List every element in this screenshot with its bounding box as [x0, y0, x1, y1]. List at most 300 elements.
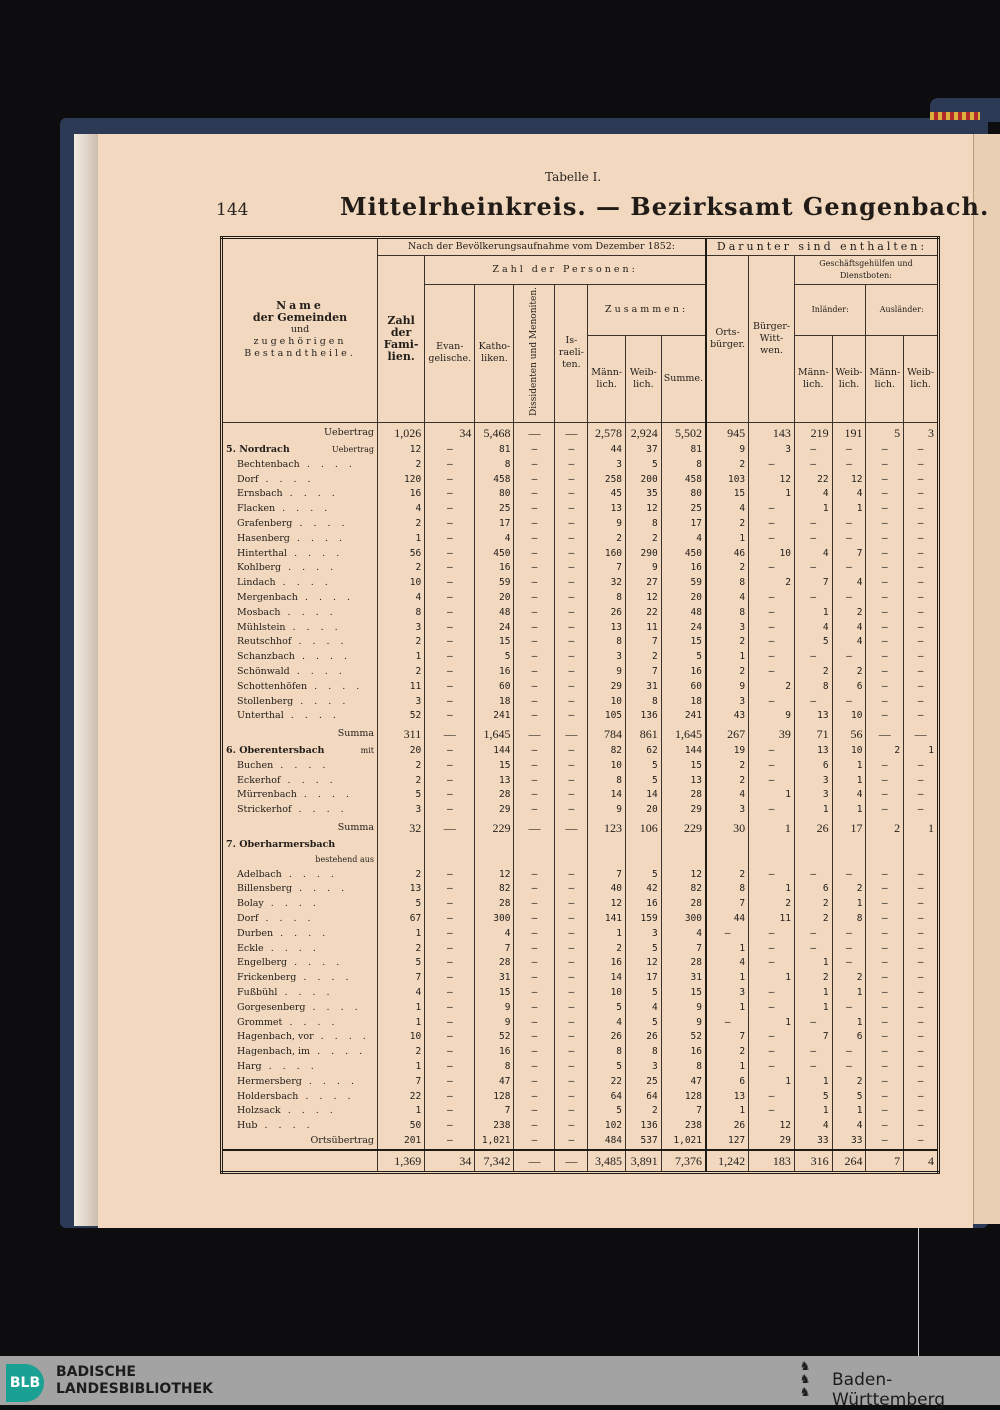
table-row [222, 1119, 939, 1134]
cell [832, 838, 866, 868]
cell: — [866, 650, 904, 665]
cell: 1 [706, 650, 749, 665]
state-name: Baden-Württemberg [832, 1370, 946, 1410]
table-row [222, 912, 939, 927]
cell: — [555, 927, 588, 942]
cell: — [904, 1016, 939, 1031]
cell: — [514, 927, 555, 942]
buergerwittwen-header: Bürger-Witt-wen. [749, 256, 795, 423]
cell: 9 [588, 803, 626, 818]
cell: 17 [475, 517, 514, 532]
table-row [222, 576, 939, 591]
cell: — [794, 695, 832, 710]
cell: 7 [661, 1104, 706, 1119]
table-row [222, 1016, 939, 1031]
cell: — [832, 927, 866, 942]
cell: 15 [706, 487, 749, 502]
cell: — [904, 897, 939, 912]
cell: — [749, 1001, 795, 1016]
table-row [222, 532, 939, 547]
cell: — [425, 1030, 475, 1045]
cell: — [425, 1001, 475, 1016]
cell: 128 [661, 1090, 706, 1105]
cell: 17 [832, 818, 866, 838]
israeliten-header: Is-raeli-ten. [555, 285, 588, 423]
cell: — [706, 1016, 749, 1031]
table-row [222, 774, 939, 789]
cell: — [425, 561, 475, 576]
cell: — [866, 1090, 904, 1105]
cell: 120 [378, 473, 425, 488]
cell: — [794, 561, 832, 576]
row-name: Dorf . . . . [222, 912, 378, 927]
cell: 56 [378, 547, 425, 562]
cell: 14 [626, 788, 662, 803]
cell: 6 [794, 759, 832, 774]
leader-dots: . . . . [289, 532, 347, 544]
row-name: Frickenberg . . . . [222, 971, 378, 986]
summe-header: Summe. [661, 335, 706, 422]
leader-dots: . . . . [273, 759, 330, 771]
population-table [220, 236, 940, 1174]
cell: 7 [626, 665, 662, 680]
cell: — [832, 942, 866, 957]
cell: 6 [706, 1075, 749, 1090]
cell: 43 [706, 709, 749, 724]
cell: 5 [794, 635, 832, 650]
cell: — [794, 591, 832, 606]
cell: 10 [378, 576, 425, 591]
table-row [222, 868, 939, 883]
row-name: Holzsack . . . . [222, 1104, 378, 1119]
cell: — [555, 788, 588, 803]
cell: — [514, 547, 555, 562]
cell: — [514, 517, 555, 532]
cell: 1 [749, 487, 795, 502]
cell: 15 [475, 759, 514, 774]
cell: 1 [794, 986, 832, 1001]
cell: — [904, 971, 939, 986]
row-name: Adelbach . . . . [222, 868, 378, 883]
cell: 2,578 [588, 422, 626, 443]
cell: — [866, 576, 904, 591]
table-row [222, 838, 939, 868]
table-row [222, 927, 939, 942]
leader-dots: . . . . [310, 1046, 367, 1058]
cell: 2 [626, 532, 662, 547]
cell: 47 [661, 1075, 706, 1090]
cell: 64 [626, 1090, 662, 1105]
cell: — [749, 868, 795, 883]
cell: — [904, 882, 939, 897]
cell: 5 [626, 774, 662, 789]
cell: 2 [832, 1075, 866, 1090]
cell: — [749, 942, 795, 957]
cell: — [904, 650, 939, 665]
cell: 1,645 [475, 724, 514, 744]
cell: 17 [661, 517, 706, 532]
cell: 12 [661, 868, 706, 883]
cell: — [514, 882, 555, 897]
table-row [222, 695, 939, 710]
cell: — [514, 621, 555, 636]
cell: 56 [832, 724, 866, 744]
cell: — [425, 473, 475, 488]
leader-dots: . . . . [305, 1001, 362, 1013]
cell: — [425, 1090, 475, 1105]
row-name: Grommet . . . . [222, 1016, 378, 1031]
cell: — [904, 1045, 939, 1060]
cell: — [749, 591, 795, 606]
cell: 1 [588, 927, 626, 942]
cell: — [514, 680, 555, 695]
cell: — [904, 576, 939, 591]
cell: — [904, 788, 939, 803]
cell: — [866, 1060, 904, 1075]
cell [626, 838, 662, 868]
cell: 42 [626, 882, 662, 897]
cell: 25 [475, 502, 514, 517]
cell: 5 [378, 897, 425, 912]
cell: — [555, 606, 588, 621]
cell: 2 [706, 868, 749, 883]
cell: — [514, 986, 555, 1001]
table-row [222, 517, 939, 532]
leader-dots: . . . . [281, 562, 338, 574]
leader-dots: . . . . [292, 517, 349, 529]
cell: — [866, 665, 904, 680]
cell: 1 [378, 1001, 425, 1016]
cell: 258 [588, 473, 626, 488]
cell: 1 [706, 1060, 749, 1075]
cell: — [832, 1001, 866, 1016]
cell [904, 838, 939, 868]
cell: 2 [832, 971, 866, 986]
cell: — [749, 927, 795, 942]
cell: 3 [588, 650, 626, 665]
cell: 2 [866, 818, 904, 838]
cell: 7 [706, 897, 749, 912]
cell: 458 [661, 473, 706, 488]
cell: 183 [749, 1150, 795, 1173]
cell: — [749, 1060, 795, 1075]
cell: 28 [475, 788, 514, 803]
cell: 32 [378, 818, 425, 838]
cell: 784 [588, 724, 626, 744]
cell: — [904, 1001, 939, 1016]
cell: — [514, 561, 555, 576]
cell: — [425, 621, 475, 636]
cell: — [749, 986, 795, 1001]
cell: 3 [794, 774, 832, 789]
cell: 5 [626, 868, 662, 883]
cell: 5 [378, 956, 425, 971]
table-row [222, 1030, 939, 1045]
cell: 13 [661, 774, 706, 789]
cell: 11 [378, 680, 425, 695]
row-note: Uebertrag [331, 444, 374, 454]
cell: — [555, 561, 588, 576]
cell: — [555, 458, 588, 473]
cell: 267 [706, 724, 749, 744]
leader-dots: . . . . [273, 927, 330, 939]
cell: 29 [749, 1134, 795, 1150]
cell: — [514, 744, 555, 759]
cell: — [749, 803, 795, 818]
auslaender-weiblich-header: Weib-lich. [904, 335, 939, 422]
cell: 2 [706, 561, 749, 576]
cell: 105 [588, 709, 626, 724]
cell: 2 [378, 759, 425, 774]
cell: 1 [904, 744, 939, 759]
cell: — [794, 942, 832, 957]
leader-dots: . . . . [280, 1105, 337, 1117]
table-row [222, 473, 939, 488]
cell: — [514, 1060, 555, 1075]
cell: 40 [588, 882, 626, 897]
cell: — [425, 868, 475, 883]
cell: — [866, 1016, 904, 1031]
cell: 15 [661, 635, 706, 650]
table-row [222, 1075, 939, 1090]
cell: — [555, 650, 588, 665]
cell: 81 [661, 443, 706, 458]
cell: 1 [794, 606, 832, 621]
cell: — [866, 868, 904, 883]
leader-dots: . . . . [287, 957, 344, 969]
leader-dots: . . . . [258, 913, 315, 925]
cell: 7 [475, 942, 514, 957]
cell: — [832, 561, 866, 576]
row-name: Gorgesenberg . . . . [222, 1001, 378, 1016]
cell: 71 [794, 724, 832, 744]
library-name [56, 1364, 213, 1398]
row-name: Lindach . . . . [222, 576, 378, 591]
cell: — [749, 532, 795, 547]
leader-dots: . . . . [294, 651, 352, 663]
cell: 7 [378, 1075, 425, 1090]
cell: 4 [794, 547, 832, 562]
cell: 37 [626, 443, 662, 458]
cell: — [904, 724, 939, 744]
table-row [222, 986, 939, 1001]
leader-dots: . . . . [282, 488, 339, 500]
cell: — [514, 912, 555, 927]
cell: — [555, 621, 588, 636]
cell: 8 [661, 458, 706, 473]
cell: — [514, 971, 555, 986]
cell: 1 [904, 818, 939, 838]
row-name: Schottenhöfen . . . . [222, 680, 378, 695]
cell: 4 [588, 1016, 626, 1031]
cell: 30 [706, 818, 749, 838]
cell: — [866, 897, 904, 912]
cell: — [866, 1119, 904, 1134]
cell: — [866, 774, 904, 789]
cell: 18 [475, 695, 514, 710]
cell: — [425, 818, 475, 838]
cell: — [904, 709, 939, 724]
cell: 52 [475, 1030, 514, 1045]
dissidenten-header: Dissidenten und Menoniten. [514, 285, 555, 423]
cell: — [425, 443, 475, 458]
cell: 5 [588, 1060, 626, 1075]
table-row [222, 818, 939, 838]
cell: — [832, 1045, 866, 1060]
cell: — [425, 759, 475, 774]
cell: — [425, 774, 475, 789]
table-row [222, 665, 939, 680]
cell: 6 [832, 680, 866, 695]
cell: 159 [626, 912, 662, 927]
cell: 2,924 [626, 422, 662, 443]
leader-dots: . . . . [291, 636, 348, 648]
cell: — [425, 927, 475, 942]
cell: — [514, 1016, 555, 1031]
cell: 7,376 [661, 1150, 706, 1173]
cell: 143 [749, 422, 795, 443]
cell: — [904, 1119, 939, 1134]
cell: — [749, 635, 795, 650]
cell: 7 [588, 561, 626, 576]
cell: 12 [626, 502, 662, 517]
cell: 241 [475, 709, 514, 724]
cell: 8 [475, 1060, 514, 1075]
cell: — [555, 818, 588, 838]
cell: 4 [794, 1119, 832, 1134]
cell: — [904, 517, 939, 532]
cell: 9 [475, 1016, 514, 1031]
cell: 8 [706, 606, 749, 621]
cell [794, 838, 832, 868]
cell: 1 [378, 1016, 425, 1031]
cell: 20 [661, 591, 706, 606]
cell: — [425, 606, 475, 621]
cell: 2 [378, 942, 425, 957]
cell: — [904, 473, 939, 488]
cell: 219 [794, 422, 832, 443]
cell: 28 [475, 897, 514, 912]
cell: — [749, 759, 795, 774]
cell: 14 [588, 971, 626, 986]
cell: 7,342 [475, 1150, 514, 1173]
cell: 5 [626, 1016, 662, 1031]
cell: — [904, 547, 939, 562]
cell: 1,369 [378, 1150, 425, 1173]
cell [866, 838, 904, 868]
cell: — [425, 724, 475, 744]
cell: 4 [706, 502, 749, 517]
inlaender-maennlich-header: Männ-lich. [794, 335, 832, 422]
cell: 264 [832, 1150, 866, 1173]
table-row [222, 1134, 939, 1150]
row-name: Reutschhof . . . . [222, 635, 378, 650]
cell: — [514, 956, 555, 971]
cell: — [514, 1075, 555, 1090]
cell: — [866, 680, 904, 695]
cell: — [425, 788, 475, 803]
cell: 1 [749, 1075, 795, 1090]
cell: 1 [794, 1001, 832, 1016]
cell: — [514, 650, 555, 665]
cell: — [904, 1060, 939, 1075]
cell: 945 [706, 422, 749, 443]
cell: 103 [706, 473, 749, 488]
cell: 16 [475, 1045, 514, 1060]
table-row [222, 942, 939, 957]
cell: 127 [706, 1134, 749, 1150]
table-row [222, 487, 939, 502]
leader-dots: . . . . [280, 606, 337, 618]
cell: — [555, 1045, 588, 1060]
cell: — [425, 709, 475, 724]
cell: 7 [794, 1030, 832, 1045]
cell: 15 [475, 986, 514, 1001]
cell: — [425, 744, 475, 759]
leader-dots: . . . . [258, 473, 315, 485]
row-name: Hinterthal . . . . [222, 547, 378, 562]
cell: 22 [588, 1075, 626, 1090]
cell: 25 [626, 1075, 662, 1090]
cell: 1 [378, 927, 425, 942]
cell: — [425, 986, 475, 1001]
leader-dots: . . . . [296, 789, 354, 801]
cell: — [555, 1030, 588, 1045]
cell: — [425, 547, 475, 562]
row-name: Hermersberg . . . . [222, 1075, 378, 1090]
cell: — [866, 709, 904, 724]
row-name: Ortsübertrag [222, 1134, 378, 1150]
cell: 2 [588, 942, 626, 957]
blb-logo: BLB [6, 1364, 44, 1402]
cell: 22 [378, 1090, 425, 1105]
cell: — [514, 532, 555, 547]
cell: 1 [794, 1104, 832, 1119]
cell [706, 838, 749, 868]
cell: — [555, 1060, 588, 1075]
table-row [222, 650, 939, 665]
cell: 1 [832, 759, 866, 774]
cell: — [904, 443, 939, 458]
cell: — [555, 774, 588, 789]
row-name: Ernsbach . . . . [222, 487, 378, 502]
cell: 238 [475, 1119, 514, 1134]
cell: 10 [832, 744, 866, 759]
cell: 33 [832, 1134, 866, 1150]
cell: 2 [832, 882, 866, 897]
cell: — [514, 759, 555, 774]
cell: 2 [378, 665, 425, 680]
cell: 1 [794, 803, 832, 818]
cell: — [425, 695, 475, 710]
cell: 8 [832, 912, 866, 927]
cell: 201 [378, 1134, 425, 1150]
cell: 26 [588, 1030, 626, 1045]
cell: 59 [475, 576, 514, 591]
cell: 39 [749, 724, 795, 744]
cell: — [904, 986, 939, 1001]
cell: — [866, 759, 904, 774]
cell: 28 [661, 956, 706, 971]
cell: — [514, 803, 555, 818]
cell: 1 [832, 803, 866, 818]
cell: 1 [832, 502, 866, 517]
cell: 7 [794, 576, 832, 591]
cell: 1,645 [661, 724, 706, 744]
table-row [222, 744, 939, 759]
cell: — [866, 443, 904, 458]
cell: 13 [706, 1090, 749, 1105]
